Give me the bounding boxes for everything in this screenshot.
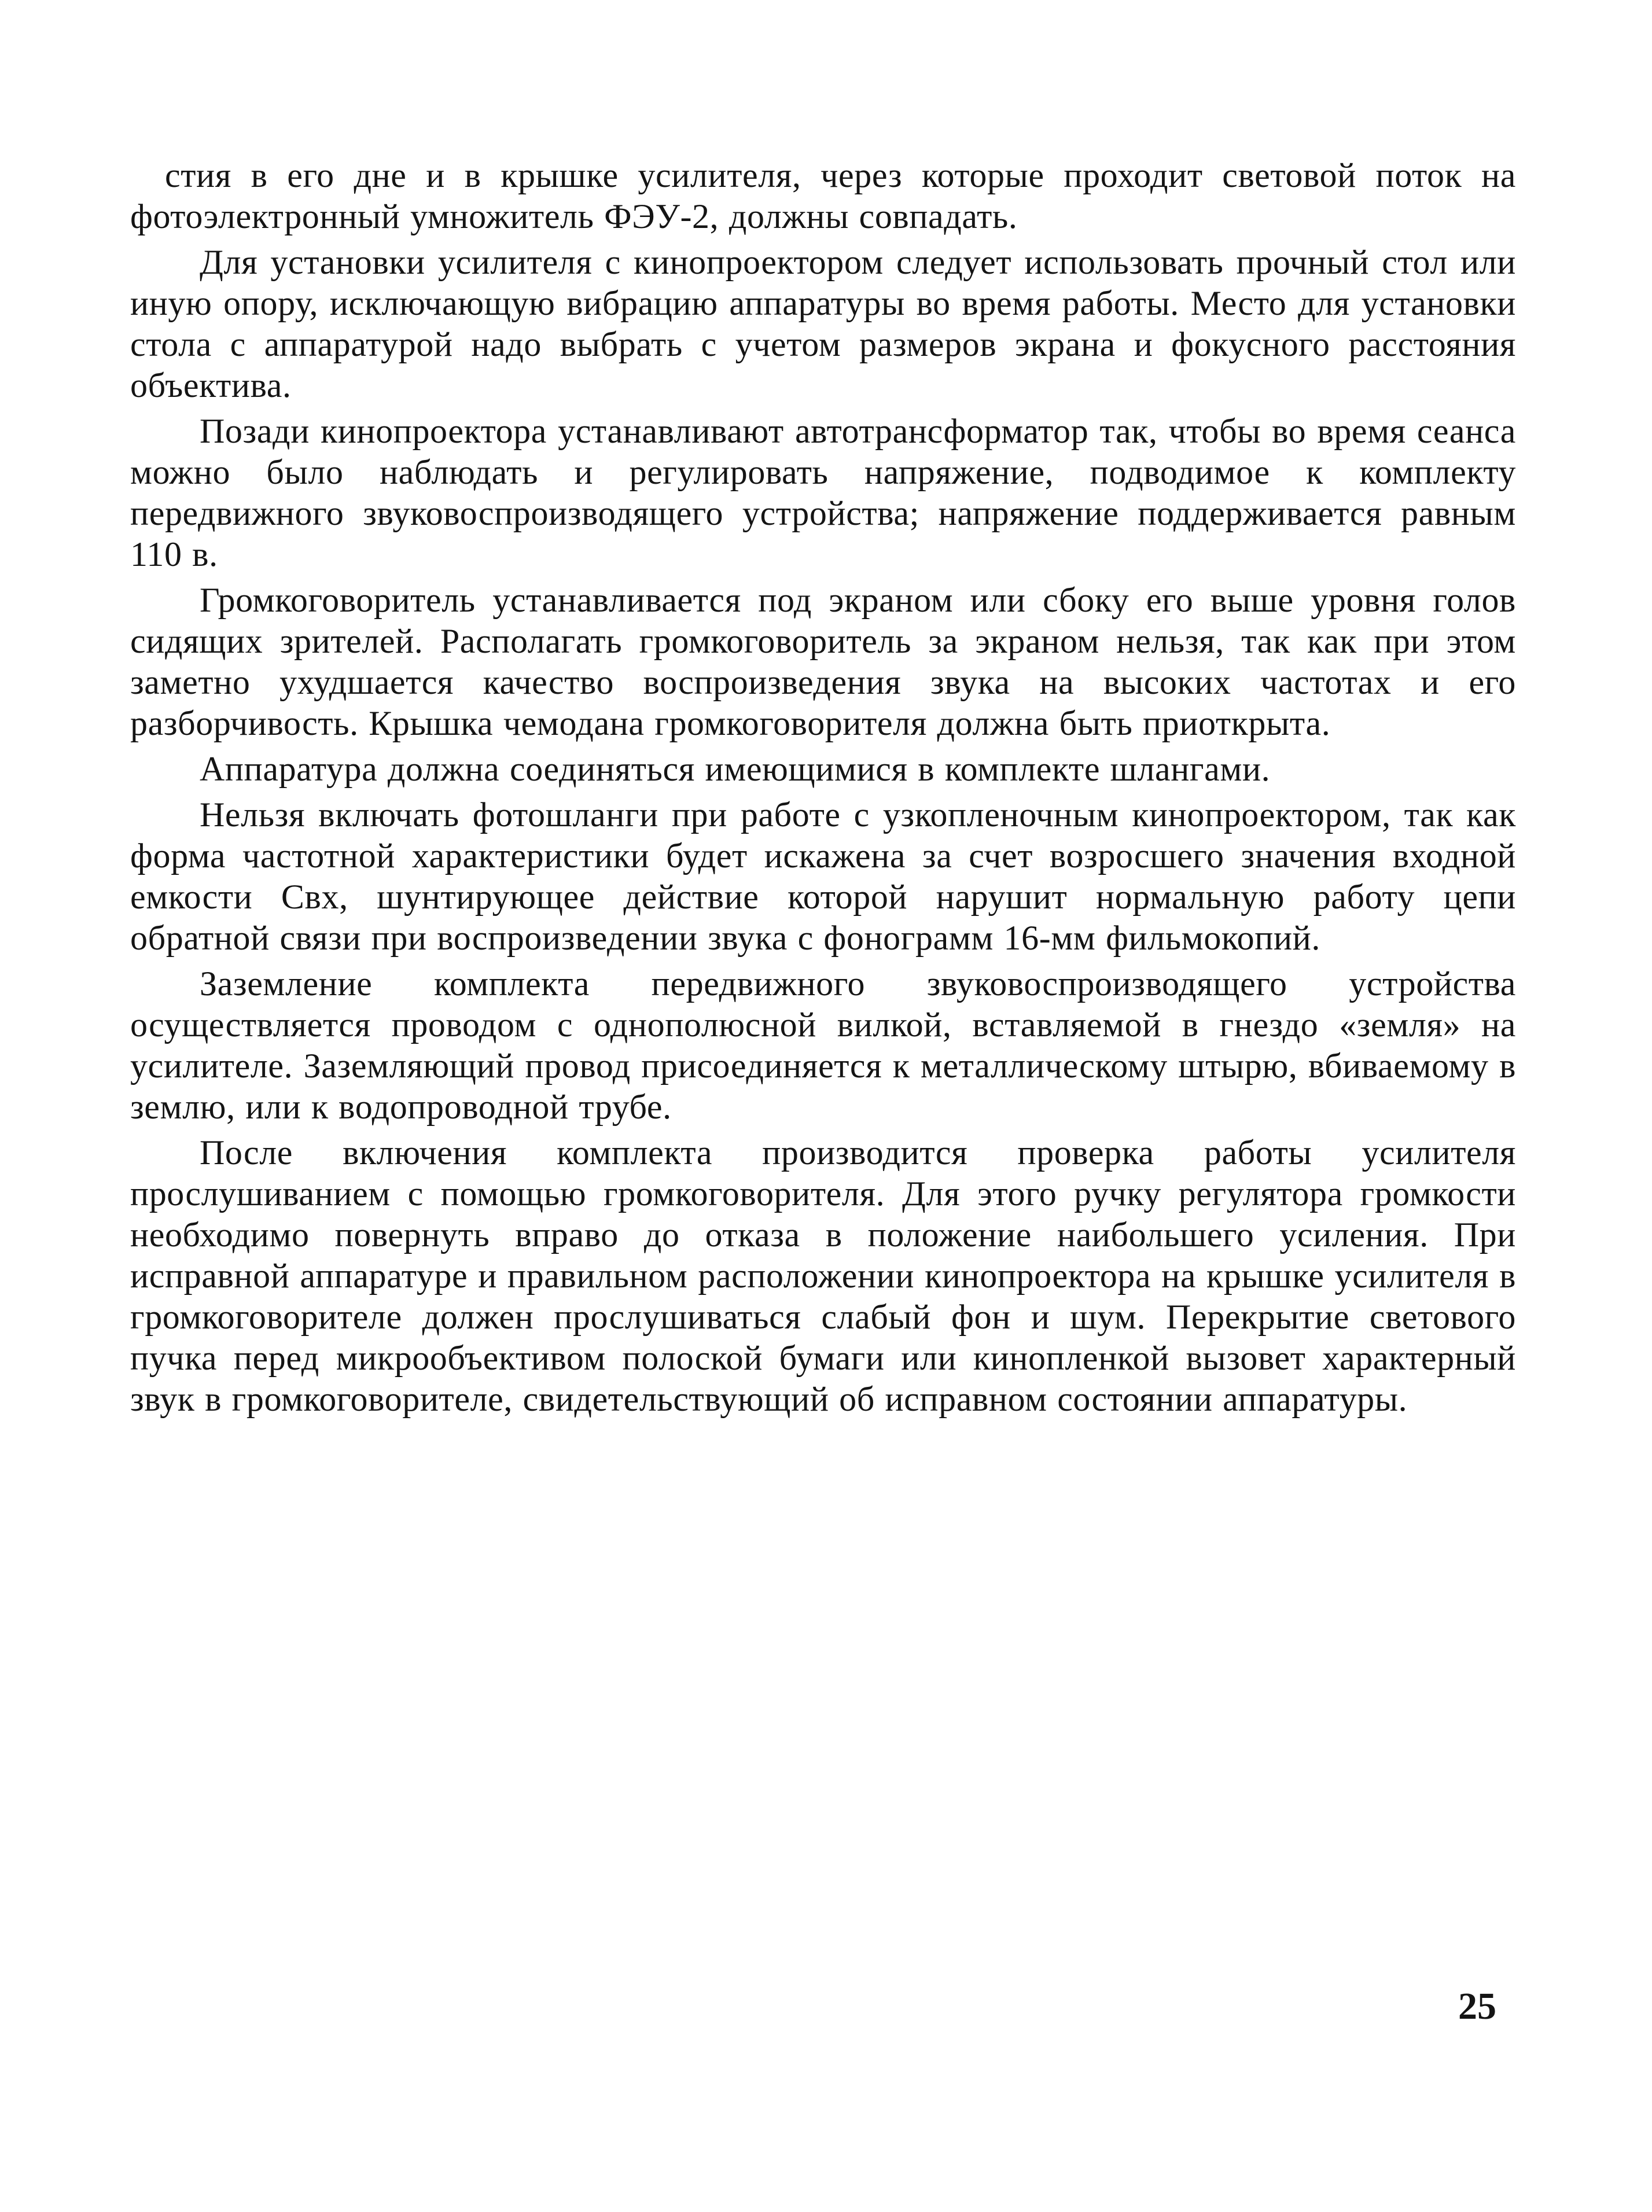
page-number: 25	[1458, 1985, 1496, 2027]
paragraph-8: После включения комплекта производится проверка работы усилителя прослушиванием с помощью громкоговорителя. Для этого ручку регулятора громкости необходимо повернуть вправо до отказа в положение наибольшего усиления. При исправной аппаратуре и правильном расположении кинопроектора на крышке усилителя в громкоговорителе должен прослушиваться слабый фон и шум. Перекрытие светового пучка перед микрообъективом полоской бумаги или кинопленкой вызовет характерный звук в громкоговорителе, свидетельствующий об исправном состоянии аппаратуры.	[130, 1133, 1516, 1418]
paragraph-1: стия в его дне и в крышке усилителя, через которые проходит световой поток на фотоэлектронный умножитель ФЭУ-2, должны совпадать.	[130, 156, 1516, 235]
paragraph-5: Аппаратура должна соединяться имеющимися в комплекте шлангами.	[200, 750, 1271, 788]
body-text	[130, 155, 1516, 1425]
paragraph-6: Нельзя включать фотошланги при работе с узкопленочным кинопроектором, так как форма частотной характеристики будет искажена за счет возросшего значения входной емкости Свх, шунтирующее действие которой нарушит нормальную работу цепи обратной связи при воспроизведении звука с фонограмм 16-мм фильмокопий.	[130, 796, 1516, 957]
paragraph-3: Позади кинопроектора устанавливают автотрансформатор так, чтобы во время сеанса можно было наблюдать и регулировать напряжение, подводимое к комплекту передвижного звуковоспроизводящего устройства; напряжение поддерживается равным 110 в.	[130, 412, 1516, 573]
paragraph-7: Заземление комплекта передвижного звуковоспроизводящего устройства осуществляется проводом с однополюсной вилкой, вставляемой в гнездо «земля» на усилителе. Заземляющий провод присоединяется к металлическому штырю, вбиваемому в землю, или к водопроводной трубе.	[130, 965, 1516, 1126]
paragraph-4: Громкоговоритель устанавливается под экраном или сбоку его выше уровня голов сидящих зрителей. Располагать громкоговоритель за экраном нельзя, так как при этом заметно ухудшается качество воспроизведения звука на высоких частотах и его разборчивость. Крышка чемодана громкоговорителя должна быть приоткрыта.	[130, 581, 1516, 742]
paragraph-2: Для установки усилителя с кинопроектором следует использовать прочный стол или иную опору, исключающую вибрацию аппаратуры во время работы. Место для установки стола с аппаратурой надо выбрать с учетом размеров экрана и фокусного расстояния объектива.	[130, 243, 1516, 404]
